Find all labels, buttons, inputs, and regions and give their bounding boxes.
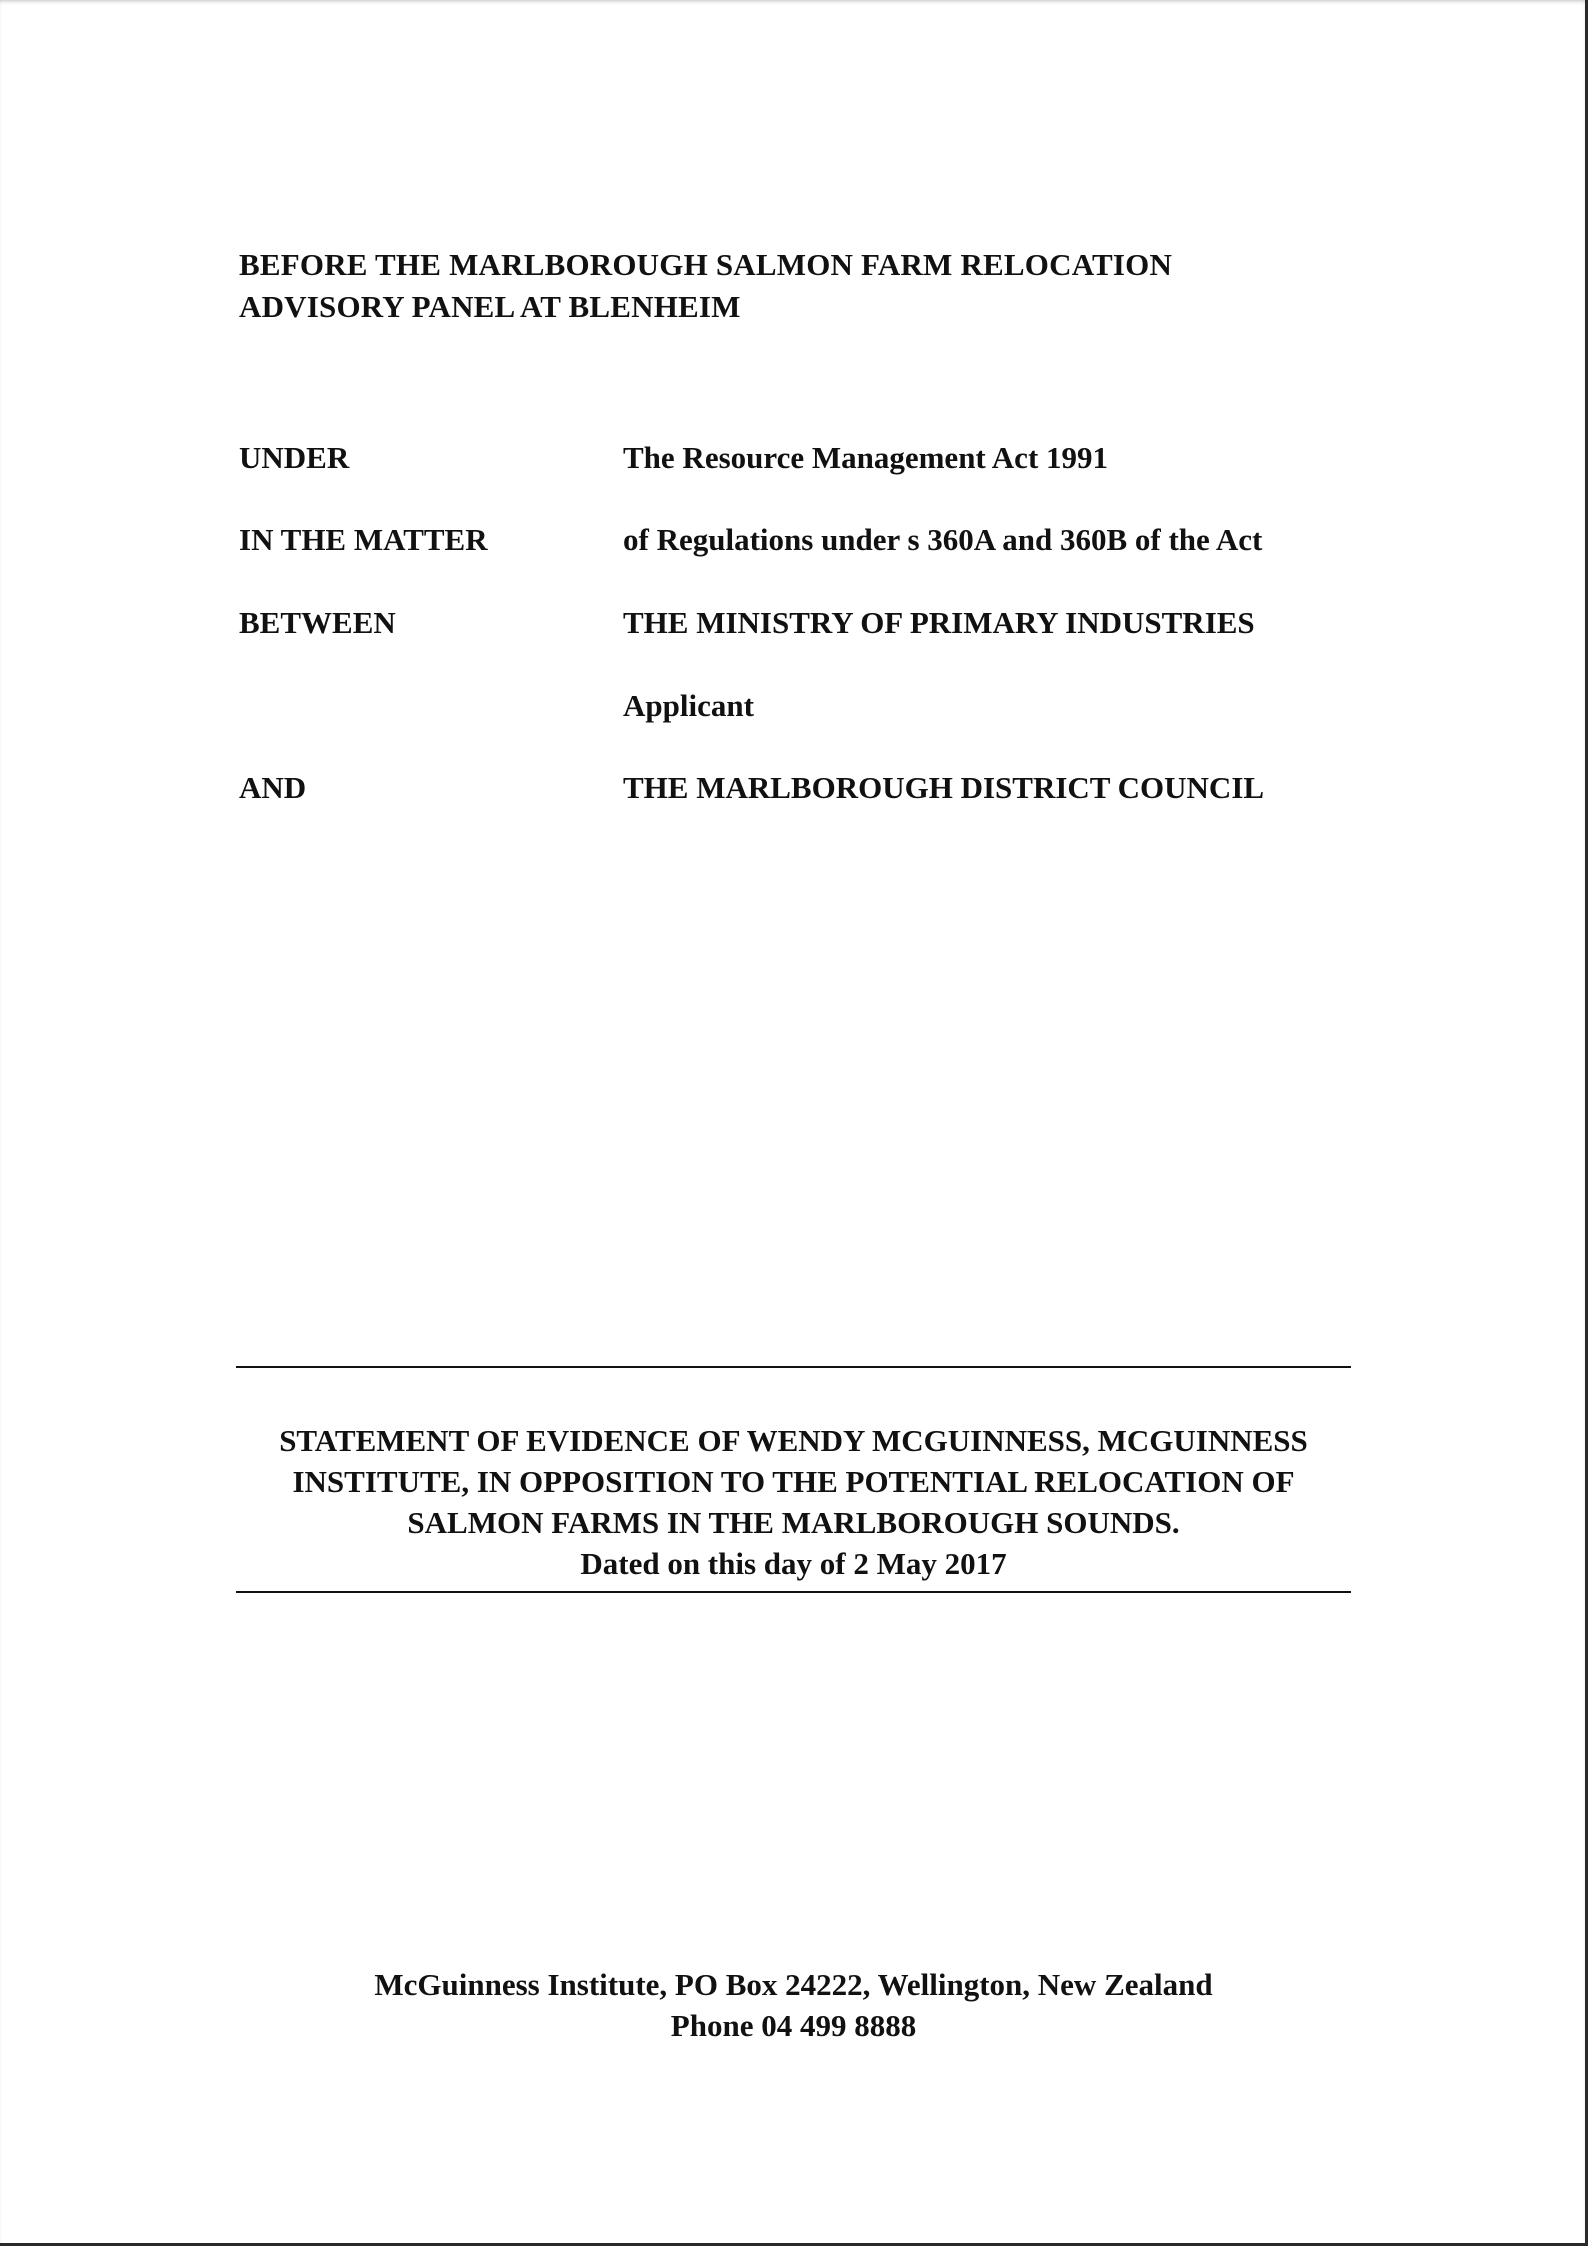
court-heading — [239, 244, 1339, 328]
footer-contact — [236, 1964, 1351, 2046]
statement-date: Dated on this day of 2 May 2017 — [580, 1546, 1007, 1581]
footer-address: McGuinness Institute, PO Box 24222, Wellington, New Zealand — [374, 1967, 1213, 2002]
statement-line-2: INSTITUTE, IN OPPOSITION TO THE POTENTIAL RELOCATION OF — [292, 1464, 1295, 1499]
party-value-and: THE MARLBOROUGH DISTRICT COUNCIL — [623, 770, 1265, 805]
footer-phone: Phone 04 499 8888 — [670, 2008, 917, 2043]
statement-title — [236, 1420, 1351, 1584]
statement-line-1: STATEMENT OF EVIDENCE OF WENDY MCGUINNESS, MCGUINNESS — [279, 1423, 1308, 1458]
statement-line-3: SALMON FARMS IN THE MARLBOROUGH SOUNDS. — [407, 1505, 1180, 1540]
party-label-between: BETWEEN — [239, 605, 396, 640]
statement-bottom-rule — [236, 1591, 1351, 1593]
party-value-applicant: Applicant — [623, 688, 754, 723]
party-label-and: AND — [239, 770, 307, 805]
party-label-in-the-matter: IN THE MATTER — [239, 522, 488, 557]
party-value-under: The Resource Management Act 1991 — [623, 440, 1109, 475]
party-value-between: THE MINISTRY OF PRIMARY INDUSTRIES — [623, 605, 1255, 640]
party-label-under: UNDER — [239, 440, 350, 475]
court-heading-line-1: BEFORE THE MARLBOROUGH SALMON FARM RELOCATION — [239, 247, 1173, 282]
statement-top-rule — [236, 1366, 1351, 1368]
court-heading-line-2: ADVISORY PANEL AT BLENHEIM — [239, 289, 741, 324]
party-value-in-the-matter: of Regulations under s 360A and 360B of the Act — [623, 522, 1263, 557]
